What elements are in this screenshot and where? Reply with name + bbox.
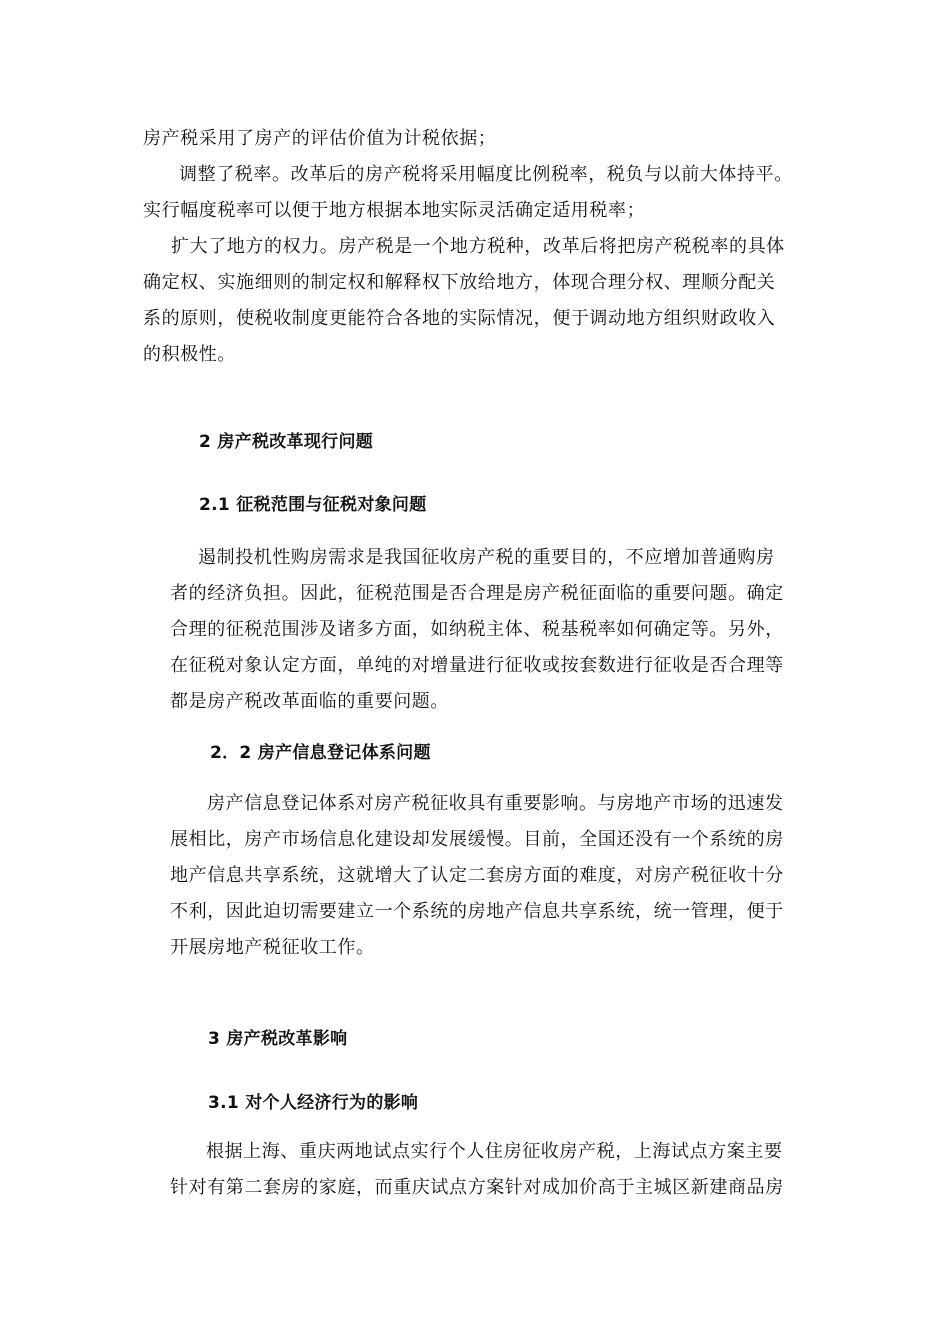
body-line: 合理的征税范围涉及诸多方面，如纳税主体、税基税率如何确定等。另外， — [170, 619, 784, 640]
body-line: 调整了税率。改革后的房产税将采用幅度比例税率，税负与以前大体持平。 — [179, 164, 793, 185]
body-line: 的积极性。 — [143, 344, 236, 365]
body-line: 实行幅度税率可以便于地方根据本地实际灵活确定适用税率； — [143, 200, 646, 221]
body-line: 不利，因此迫切需要建立一个系统的房地产信息共享系统，统一管理，便于 — [170, 901, 784, 922]
body-line: 在征税对象认定方面，单纯的对增量进行征收或按套数进行征收是否合理等 — [170, 655, 784, 676]
body-line: 地产信息共享系统，这就增大了认定二套房方面的难度，对房产税征收十分 — [170, 865, 784, 886]
body-line: 扩大了地方的权力。房产税是一个地方税种，改革后将把房产税税率的具体 — [171, 236, 785, 257]
body-line: 房产信息登记体系对房产税征收具有重要影响。与房地产市场的迅速发 — [207, 793, 784, 814]
section-heading: 2 房产税改革现行问题 — [199, 432, 374, 452]
section-heading: 3 房产税改革影响 — [208, 1029, 348, 1049]
body-line: 展相比，房产市场信息化建设却发展缓慢。目前，全国还没有一个系统的房 — [170, 829, 784, 850]
body-line: 根据上海、重庆两地试点实行个人住房征收房产税，上海试点方案主要 — [206, 1141, 783, 1162]
body-line: 房产税采用了房产的评估价值为计税依据； — [143, 128, 497, 149]
body-line: 都是房产税改革面临的重要问题。 — [170, 691, 449, 712]
subsection-heading: 2.1 征税范围与征税对象问题 — [199, 495, 427, 515]
body-line: 针对有第二套房的家庭，而重庆试点方案针对成加价高于主城区新建商品房 — [170, 1177, 784, 1198]
body-line: 开展房地产税征收工作。 — [170, 937, 375, 958]
body-line: 确定权、实施细则的制定权和解释权下放给地方，体现合理分权、理顺分配关 — [143, 272, 776, 293]
body-line: 遏制投机性购房需求是我国征收房产税的重要目的，不应增加普通购房 — [198, 547, 775, 568]
subsection-heading: 2．2 房产信息登记体系问题 — [210, 743, 431, 763]
body-line: 系的原则，使税收制度更能符合各地的实际情况，便于调动地方组织财政收入 — [143, 308, 776, 329]
body-line: 者的经济负担。因此，征税范围是否合理是房产税征面临的重要问题。确定 — [170, 583, 784, 604]
subsection-heading: 3.1 对个人经济行为的影响 — [208, 1093, 419, 1113]
